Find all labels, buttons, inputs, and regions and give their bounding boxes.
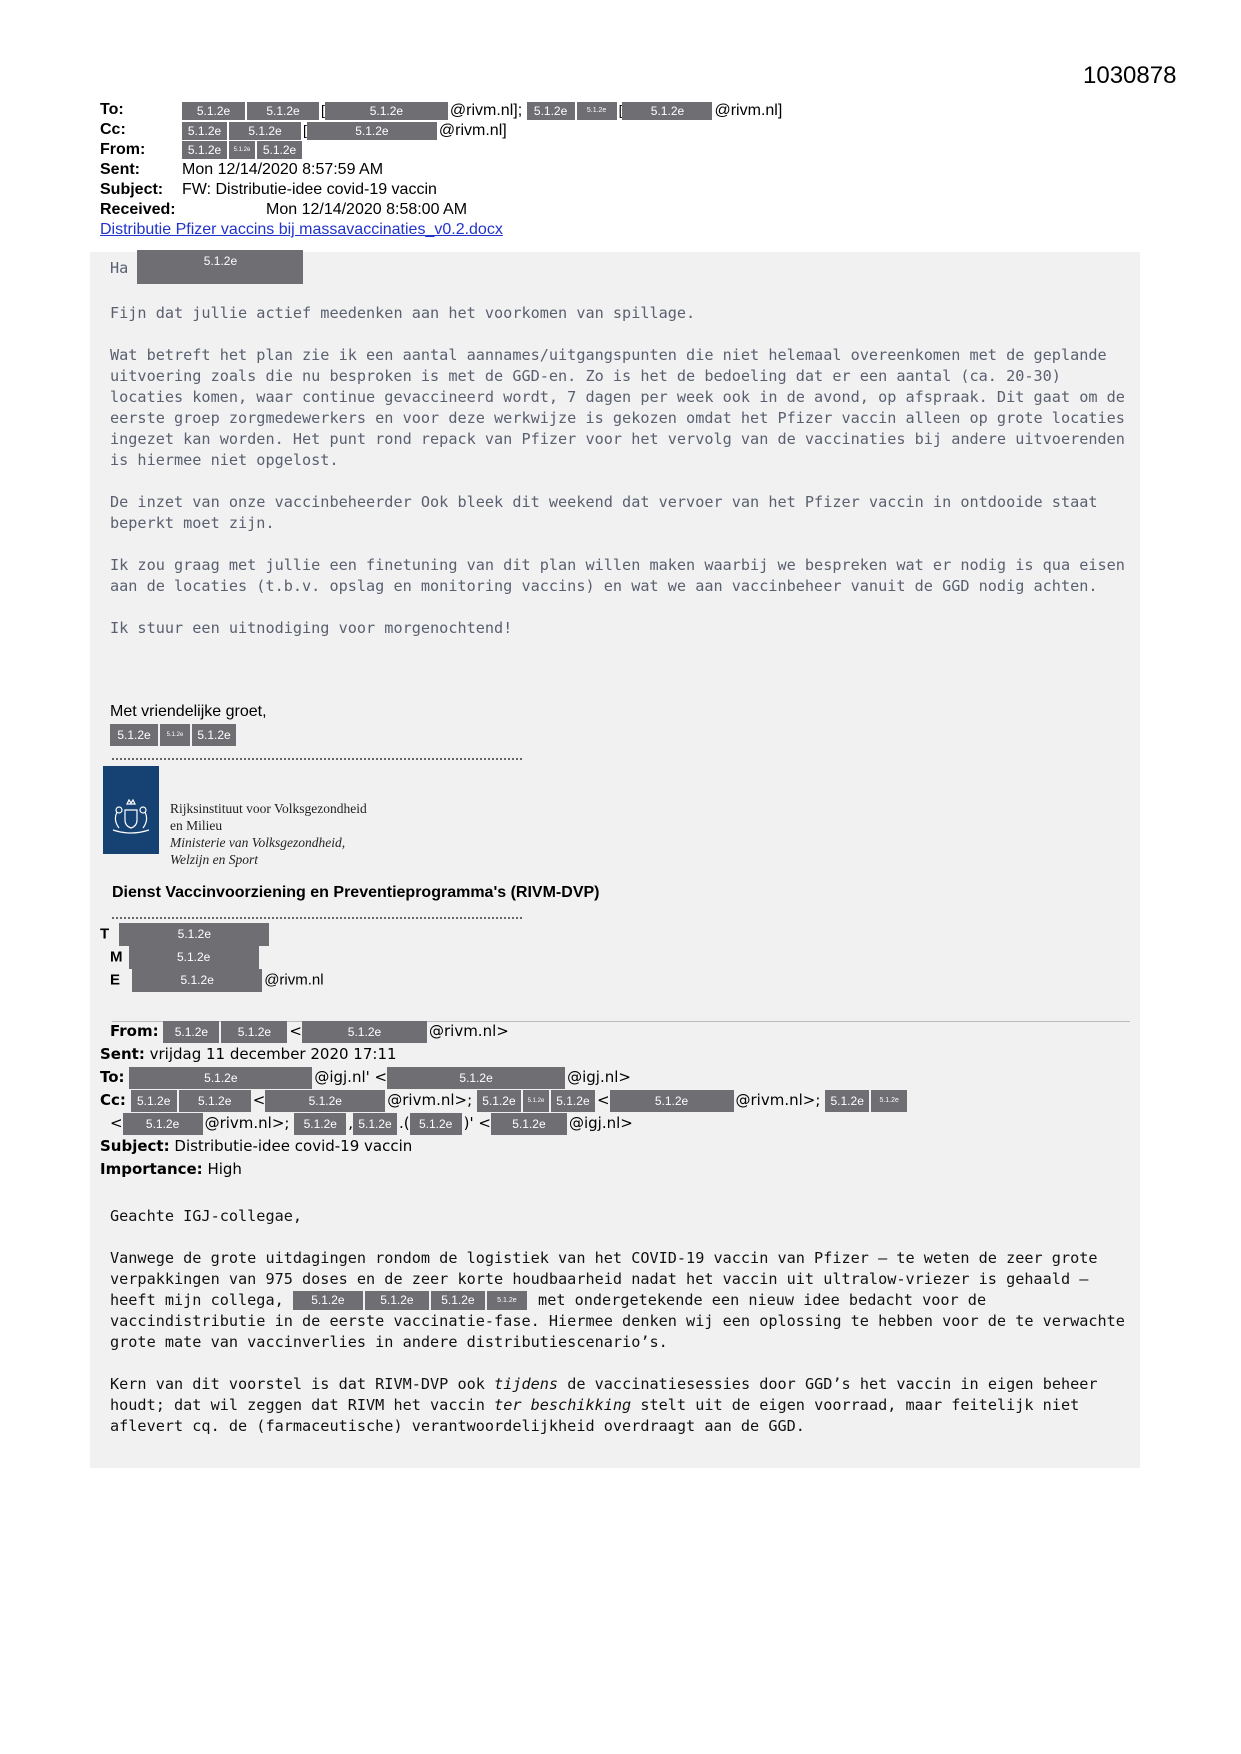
- redaction: 5.1.2e: [119, 923, 269, 946]
- redaction: 5.1.2e: [132, 969, 262, 992]
- redaction: 5.1.2e: [353, 1113, 397, 1135]
- fwd-importance-row: Importance: High: [100, 1160, 242, 1178]
- reply-paragraph: Ik stuur een uitnodiging voor morgenochtend!: [110, 619, 513, 637]
- received-label: Received:: [100, 201, 176, 218]
- redaction: 5.1.2e: [577, 102, 617, 120]
- dotted-divider: [112, 917, 522, 919]
- redaction: 5.1.2e: [325, 102, 448, 120]
- redaction: 5.1.2e: [431, 1291, 485, 1310]
- to-row: To: 5.1.2e 5.1.2e [ 5.1.2e @rivm.nl]; 5.1.2e 5.1.2e [ 5.1.2e @rivm.nl]: [100, 101, 783, 119]
- to-label: To:: [100, 101, 124, 118]
- redaction: 5.1.2e: [131, 1090, 177, 1112]
- sent-value: Mon 12/14/2020 8:57:59 AM: [182, 161, 384, 178]
- from-row: [100, 140, 1100, 160]
- redaction: 5.1.2e: [477, 1090, 521, 1112]
- fwd-paragraph-1: Vanwege de grote uitdagingen rondom de logistiek van het COVID-19 vaccin van Pfizer – te weten de zeer grote verpakkingen van 975 doses en de zeer korte houdbaarheid nadat het vaccin uit ultralow-vriezer is gehaald – heeft mijn collega, 5.1.2e 5.1.2e 5.1.2e 5.1.2e met ondergetekende een nieuw idee bedacht voor de vaccindistributie in de eerste vaccinatie-fase. Hiermee denken wij een oplossing te hebben voor de te verwachte grote mate van vaccinverlies in andere distributiescenario’s.: [110, 1249, 1125, 1351]
- redaction: 5.1.2e: [610, 1090, 734, 1112]
- subject-label: Subject:: [100, 181, 164, 198]
- received-value: Mon 12/14/2020 8:58:00 AM: [266, 201, 468, 218]
- redaction: 5.1.2e: [123, 1113, 203, 1135]
- redaction: 5.1.2e: [551, 1090, 595, 1112]
- redaction: 5.1.2e: [825, 1090, 869, 1112]
- redaction: 5.1.2e: [129, 1067, 312, 1089]
- fwd-paragraph-2: Kern van dit voorstel is dat RIVM-DVP ook tijdens de vaccinatiesessies door GGD’s het vaccin in eigen beheer houdt; dat wil zeggen dat RIVM het vaccin ter beschikking stelt uit de eigen voorraad, maar feitelijk niet aflevert cq. de (farmaceutische) verantwoordelijkheid overdraagt aan de GGD.: [110, 1375, 1098, 1435]
- redaction: 5.1.2e: [387, 1067, 565, 1089]
- redaction: 5.1.2e: [302, 1021, 427, 1043]
- redaction: 5.1.2e: [182, 141, 227, 159]
- redaction: 5.1.2e: [179, 1090, 251, 1112]
- redaction: 5.1.2e: [257, 141, 302, 159]
- redaction: 5.1.2e: [229, 122, 301, 140]
- fwd-sent-row: Sent: vrijdag 11 december 2020 17:11: [100, 1045, 397, 1063]
- cc-suffix: @rivm.nl]: [438, 122, 507, 139]
- cc-label: Cc:: [100, 121, 126, 138]
- contact-phone: T 5.1.2e: [100, 923, 271, 946]
- subject-value: FW: Distributie-idee covid-19 vaccin: [182, 181, 437, 198]
- redaction: 5.1.2e: [871, 1090, 907, 1112]
- redaction: 5.1.2e: [129, 946, 259, 969]
- subject-row: [100, 180, 1100, 200]
- reply-greeting-line: [110, 254, 1130, 284]
- redaction: 5.1.2e: [365, 1291, 429, 1310]
- redaction: 5.1.2e: [182, 102, 245, 120]
- document-id: 1030878: [1083, 62, 1177, 89]
- redaction: 5.1.2e: [410, 1113, 462, 1135]
- fwd-cc-row: Cc: 5.1.2e 5.1.2e < 5.1.2e @rivm.nl>; 5.1.2e 5.1.2e 5.1.2e < 5.1.2e @rivm.nl>; 5.1.2e 5.1.2e: [100, 1089, 1130, 1112]
- redaction: 5.1.2e: [160, 724, 190, 746]
- sent-label: Sent:: [100, 161, 140, 178]
- reply-paragraph: Ik zou graag met jullie een finetuning van dit plan willen maken waarbij we bespreken wat er nodig is qua eisen aan de locaties (t.b.v. opslag en monitoring vaccins) en wat we aan vaccinbeheer vanuit de GGD nodig achten.: [110, 556, 1125, 595]
- department-name: Dienst Vaccinvoorziening en Preventieprogramma's (RIVM-DVP): [112, 884, 600, 901]
- redaction: 5.1.2e: [163, 1021, 219, 1043]
- contact-mobile: M 5.1.2e: [110, 946, 261, 969]
- closing: Met vriendelijke groet,: [110, 703, 267, 720]
- fwd-from-row: From: 5.1.2e 5.1.2e < 5.1.2e @rivm.nl>: [110, 1020, 1140, 1043]
- redaction: 5.1.2e: [491, 1113, 567, 1135]
- coat-of-arms-icon: [103, 766, 159, 854]
- to-suffix: @rivm.nl];: [449, 102, 523, 119]
- received-row: [100, 200, 1100, 220]
- email-header: [100, 100, 1100, 240]
- redaction: 5.1.2e: [137, 250, 303, 284]
- redaction: 5.1.2e: [192, 724, 236, 746]
- redaction: 5.1.2e: [247, 102, 319, 120]
- redaction: 5.1.2e: [221, 1021, 287, 1043]
- dotted-divider: [112, 758, 522, 760]
- fwd-greeting: Geachte IGJ-collegae,: [110, 1207, 303, 1225]
- fwd-subject-row: Subject: Distributie-idee covid-19 vaccin: [100, 1137, 413, 1155]
- reply-paragraph: De inzet van onze vaccinbeheerder Ook bleek dit weekend dat vervoer van het Pfizer vaccin in ontdooide staat beperkt moet zijn.: [110, 493, 1098, 532]
- from-label: From:: [100, 141, 146, 158]
- sent-row: [100, 160, 1100, 180]
- redaction: 5.1.2e: [265, 1090, 385, 1112]
- attachment-link[interactable]: Distributie Pfizer vaccins bij massavaccinaties_v0.2.docx: [100, 221, 503, 238]
- signature-name: [110, 724, 238, 746]
- redaction: 5.1.2e: [523, 1090, 549, 1112]
- fwd-to-row: To: 5.1.2e @igj.nl' < 5.1.2e @igj.nl>: [100, 1066, 1130, 1089]
- reply-greeting: Ha: [110, 259, 129, 277]
- fwd-cc-row-2: < 5.1.2e @rivm.nl>; 5.1.2e , 5.1.2e .( 5.1.2e )' < 5.1.2e @igj.nl>: [110, 1112, 1140, 1135]
- reply-paragraph: Fijn dat jullie actief meedenken aan het voorkomen van spillage.: [110, 304, 696, 322]
- redaction: 5.1.2e: [229, 141, 255, 159]
- redaction: 5.1.2e: [293, 1291, 363, 1310]
- cc-row: Cc: 5.1.2e 5.1.2e [ 5.1.2e @rivm.nl]: [100, 121, 507, 139]
- attachment-row: [100, 220, 1100, 240]
- redaction: 5.1.2e: [527, 102, 575, 120]
- redaction: 5.1.2e: [294, 1113, 346, 1135]
- redaction: 5.1.2e: [182, 122, 227, 140]
- rijksoverheid-logo: [103, 766, 159, 854]
- redaction: 5.1.2e: [307, 122, 437, 140]
- reply-paragraph: Wat betreft het plan zie ik een aantal aannames/uitgangspunten die niet helemaal overeenkomen met de geplande uitvoering zoals die nu besproken is met de GGD-en. Zo is het de bedoeling dat er een aantal (ca. 20-30) locaties komen, waar continue gevaccineerd wordt, 7 dagen per week ook in de avond, op afspraak. Dit gaat om de eerste groep zorgmedewerkers en voor deze werkwijze is gekozen omdat het Pfizer vaccin alleen op grote locaties ingezet kan worden. Het punt rond repack van Pfizer voor het vervolg van de vaccinaties bij andere uitvoerenden is hiermee niet opgelost.: [110, 346, 1125, 469]
- contact-email: E 5.1.2e @rivm.nl: [110, 969, 324, 992]
- to-suffix: @rivm.nl]: [714, 102, 783, 119]
- redaction: 5.1.2e: [110, 724, 158, 746]
- redaction: 5.1.2e: [487, 1291, 527, 1310]
- redaction: 5.1.2e: [622, 102, 712, 120]
- organisation-name: Rijksinstituut voor Volksgezondheid en Milieu Ministerie van Volksgezondheid, Welzijn en Sport: [170, 801, 367, 867]
